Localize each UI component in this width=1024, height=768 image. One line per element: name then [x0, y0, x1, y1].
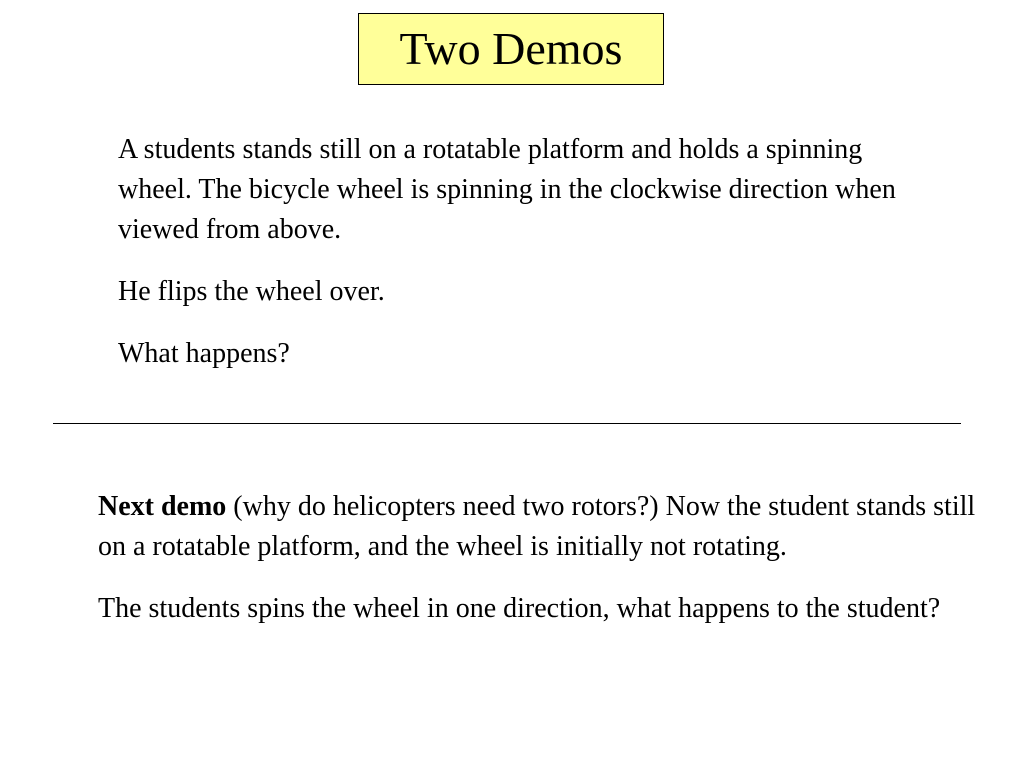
second-demo-paragraph-1: [98, 487, 978, 567]
slide-title: Two Demos: [399, 23, 623, 74]
second-demo-question: The students spins the wheel in one direction, what happens to the student?: [98, 593, 941, 624]
first-demo-section: [118, 130, 898, 374]
slide-title-box: [358, 13, 664, 85]
first-demo-paragraph-1: A students stands still on a rotatable platform and holds a spinning wheel. The bicycle wheel is spinning in the clockwise direction when viewed from above.: [118, 134, 896, 245]
first-demo-paragraph-2: He flips the wheel over.: [118, 276, 385, 307]
second-demo-paragraph-1-text: (why do helicopters need two rotors?) Now the student stands still on a rotatable platform, and the wheel is initially not rotating.: [98, 491, 976, 562]
first-demo-question: What happens?: [118, 338, 290, 369]
next-demo-label: Next demo: [98, 491, 227, 522]
section-divider: [53, 423, 961, 424]
second-demo-section: [98, 487, 978, 629]
